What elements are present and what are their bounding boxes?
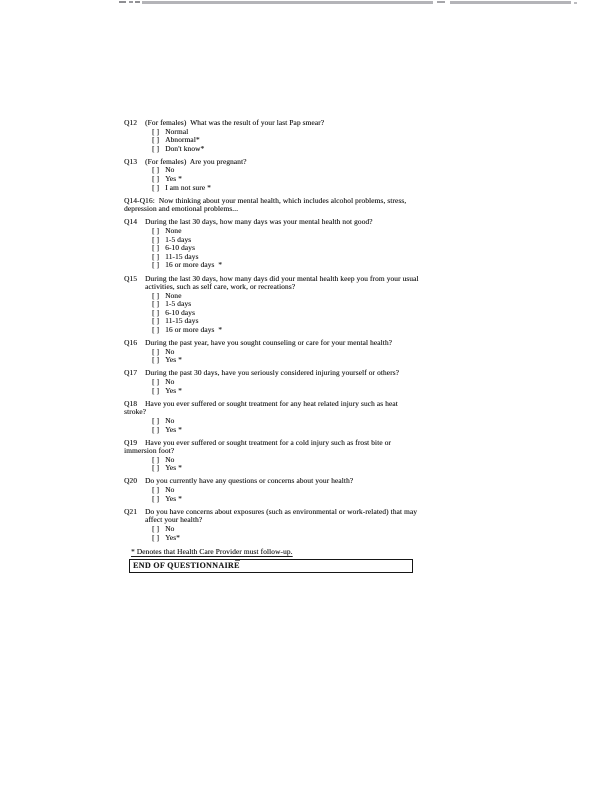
option-label: Abnormal*	[165, 135, 200, 145]
option-label: I am not sure *	[165, 182, 211, 192]
checkbox-icon: [ ]	[152, 485, 160, 495]
option-row	[152, 292, 611, 301]
option-row	[152, 387, 611, 396]
question-number: Q16	[124, 338, 138, 348]
checkbox-icon: [ ]	[152, 377, 160, 387]
question-text: Have you ever suffered or sought treatment for a cold injury such as frost bite or	[145, 437, 391, 447]
question-text: (For females) What was the result of your last Pap smear?	[145, 118, 325, 127]
question-number: Q20	[124, 476, 138, 486]
option-label: Don't know*	[165, 143, 205, 153]
questions	[0, 119, 611, 542]
checkbox-icon: [ ]	[152, 493, 160, 503]
question-block	[0, 439, 611, 473]
scan-artifact-dash	[437, 1, 445, 3]
checkbox-icon: [ ]	[152, 385, 160, 395]
question-block	[0, 400, 611, 434]
question-number: Q21	[124, 506, 138, 516]
option-label: No	[165, 485, 175, 495]
scan-artifact-speck	[574, 2, 577, 4]
question-text-wrap: depression and emotional problems...	[124, 204, 239, 214]
option-list	[0, 456, 611, 473]
scan-artifact-dash	[135, 1, 140, 3]
checkbox-icon: [ ]	[152, 463, 160, 473]
option-label: No	[165, 346, 175, 356]
option-row	[152, 534, 611, 543]
question-block	[0, 275, 611, 335]
question-number: Q12	[124, 118, 138, 127]
option-row	[152, 525, 611, 534]
option-row	[152, 128, 611, 137]
option-list	[0, 486, 611, 503]
question-block	[0, 197, 611, 214]
option-label: 6-10 days	[165, 307, 195, 317]
checkbox-icon: [ ]	[152, 325, 160, 335]
question-text-wrap: activities, such as self care, work, or recreations?	[145, 282, 296, 292]
questionnaire-content	[0, 119, 611, 573]
question-text: Now thinking about your mental health, which includes alcohol problems, stress,	[158, 195, 407, 205]
checkbox-icon: [ ]	[152, 299, 160, 309]
question-text: (For females) Are you pregnant?	[145, 156, 247, 166]
question-block	[0, 158, 611, 192]
checkbox-icon: [ ]	[152, 316, 160, 326]
option-row	[152, 356, 611, 365]
option-label: 16 or more days *	[165, 260, 223, 270]
option-row	[152, 486, 611, 495]
question-block	[0, 218, 611, 270]
option-row	[152, 378, 611, 387]
scan-artifact-bar	[450, 1, 571, 4]
option-label: Yes*	[165, 532, 180, 542]
end-of-questionnaire-banner: END OF QUESTIONNAIRE	[129, 559, 413, 573]
option-list	[0, 525, 611, 542]
option-row	[152, 166, 611, 175]
question-block	[0, 339, 611, 365]
question-number: Q14-Q16:	[124, 195, 155, 205]
option-label: Yes *	[165, 424, 182, 434]
checkbox-icon: [ ]	[152, 234, 160, 244]
followup-footnote: * Denotes that Health Care Provider must follow-up.	[131, 547, 293, 557]
checkbox-icon: [ ]	[152, 243, 160, 253]
checkbox-icon: [ ]	[152, 307, 160, 317]
option-label: Yes *	[165, 385, 182, 395]
option-row	[152, 309, 611, 318]
question-text: Do you have concerns about exposures (such as environmental or work-related) that may	[145, 506, 418, 516]
option-row	[152, 175, 611, 184]
question-text: Have you ever suffered or sought treatment for any heat related injury such as heat	[145, 398, 398, 408]
option-label: Yes *	[165, 463, 182, 473]
option-row	[152, 184, 611, 193]
checkbox-icon: [ ]	[152, 126, 160, 136]
checkbox-icon: [ ]	[152, 251, 160, 261]
option-row	[152, 426, 611, 435]
option-label: No	[165, 415, 175, 425]
checkbox-icon: [ ]	[152, 182, 160, 192]
question-number: Q14	[124, 217, 138, 227]
question-number: Q18	[124, 398, 138, 408]
option-row	[152, 495, 611, 504]
option-label: 16 or more days *	[165, 325, 223, 335]
option-list	[0, 378, 611, 395]
option-label: 1-5 days	[165, 299, 192, 309]
scan-artifact-dash	[129, 1, 133, 3]
question-block	[0, 508, 611, 542]
checkbox-icon: [ ]	[152, 346, 160, 356]
option-label: 6-10 days	[165, 243, 195, 253]
option-label: Yes *	[165, 355, 182, 365]
option-label: None	[165, 226, 182, 236]
option-list	[0, 128, 611, 154]
option-label: Normal	[165, 126, 189, 136]
checkbox-icon: [ ]	[152, 260, 160, 270]
checkbox-icon: [ ]	[152, 355, 160, 365]
option-label: 11-15 days	[165, 316, 199, 326]
option-label: No	[165, 377, 175, 387]
option-label: 1-5 days	[165, 234, 192, 244]
option-row	[152, 300, 611, 309]
option-row	[152, 261, 611, 270]
checkbox-icon: [ ]	[152, 415, 160, 425]
question-number: Q19	[124, 437, 138, 447]
checkbox-icon: [ ]	[152, 135, 160, 145]
option-list	[0, 417, 611, 434]
question-block	[0, 477, 611, 503]
option-list	[0, 166, 611, 192]
option-row	[152, 136, 611, 145]
option-row	[152, 456, 611, 465]
option-label: 11-15 days	[165, 251, 199, 261]
option-label: No	[165, 454, 175, 464]
option-label: No	[165, 523, 175, 533]
checkbox-icon: [ ]	[152, 424, 160, 434]
checkbox-icon: [ ]	[152, 454, 160, 464]
checkbox-icon: [ ]	[152, 143, 160, 153]
option-row	[152, 227, 611, 236]
question-number: Q15	[124, 273, 138, 283]
checkbox-icon: [ ]	[152, 532, 160, 542]
question-text: Do you currently have any questions or concerns about your health?	[145, 476, 354, 486]
checkbox-icon: [ ]	[152, 226, 160, 236]
option-row	[152, 145, 611, 154]
question-text: During the past 30 days, have you seriously considered injuring yourself or others?	[145, 368, 399, 378]
question-text-wrap: stroke?	[124, 407, 147, 417]
checkbox-icon: [ ]	[152, 523, 160, 533]
option-label: None	[165, 290, 182, 300]
option-label: No	[165, 165, 175, 175]
question-number: Q17	[124, 368, 138, 378]
option-row	[152, 348, 611, 357]
question-text: During the last 30 days, how many days did your mental health keep you from your usual	[145, 273, 419, 283]
question-block	[0, 369, 611, 395]
question-text-wrap: immersion foot?	[124, 446, 175, 456]
question-number: Q13	[124, 156, 138, 166]
question-block	[0, 119, 611, 153]
option-list	[0, 292, 611, 335]
checkbox-icon: [ ]	[152, 165, 160, 175]
scan-artifact-dash	[119, 1, 126, 3]
checkbox-icon: [ ]	[152, 290, 160, 300]
question-text: During the last 30 days, how many days was your mental health not good?	[145, 217, 373, 227]
option-list	[0, 227, 611, 270]
option-row	[152, 464, 611, 473]
option-row	[152, 244, 611, 253]
option-list	[0, 348, 611, 365]
option-row	[152, 236, 611, 245]
checkbox-icon: [ ]	[152, 174, 160, 184]
option-row	[152, 417, 611, 426]
scan-artifact-bar	[142, 1, 433, 4]
question-text: During the past year, have you sought counseling or care for your mental health?	[145, 338, 392, 348]
option-label: Yes *	[165, 174, 182, 184]
option-label: Yes *	[165, 493, 182, 503]
option-row	[152, 326, 611, 335]
question-text-wrap: affect your health?	[145, 515, 203, 525]
